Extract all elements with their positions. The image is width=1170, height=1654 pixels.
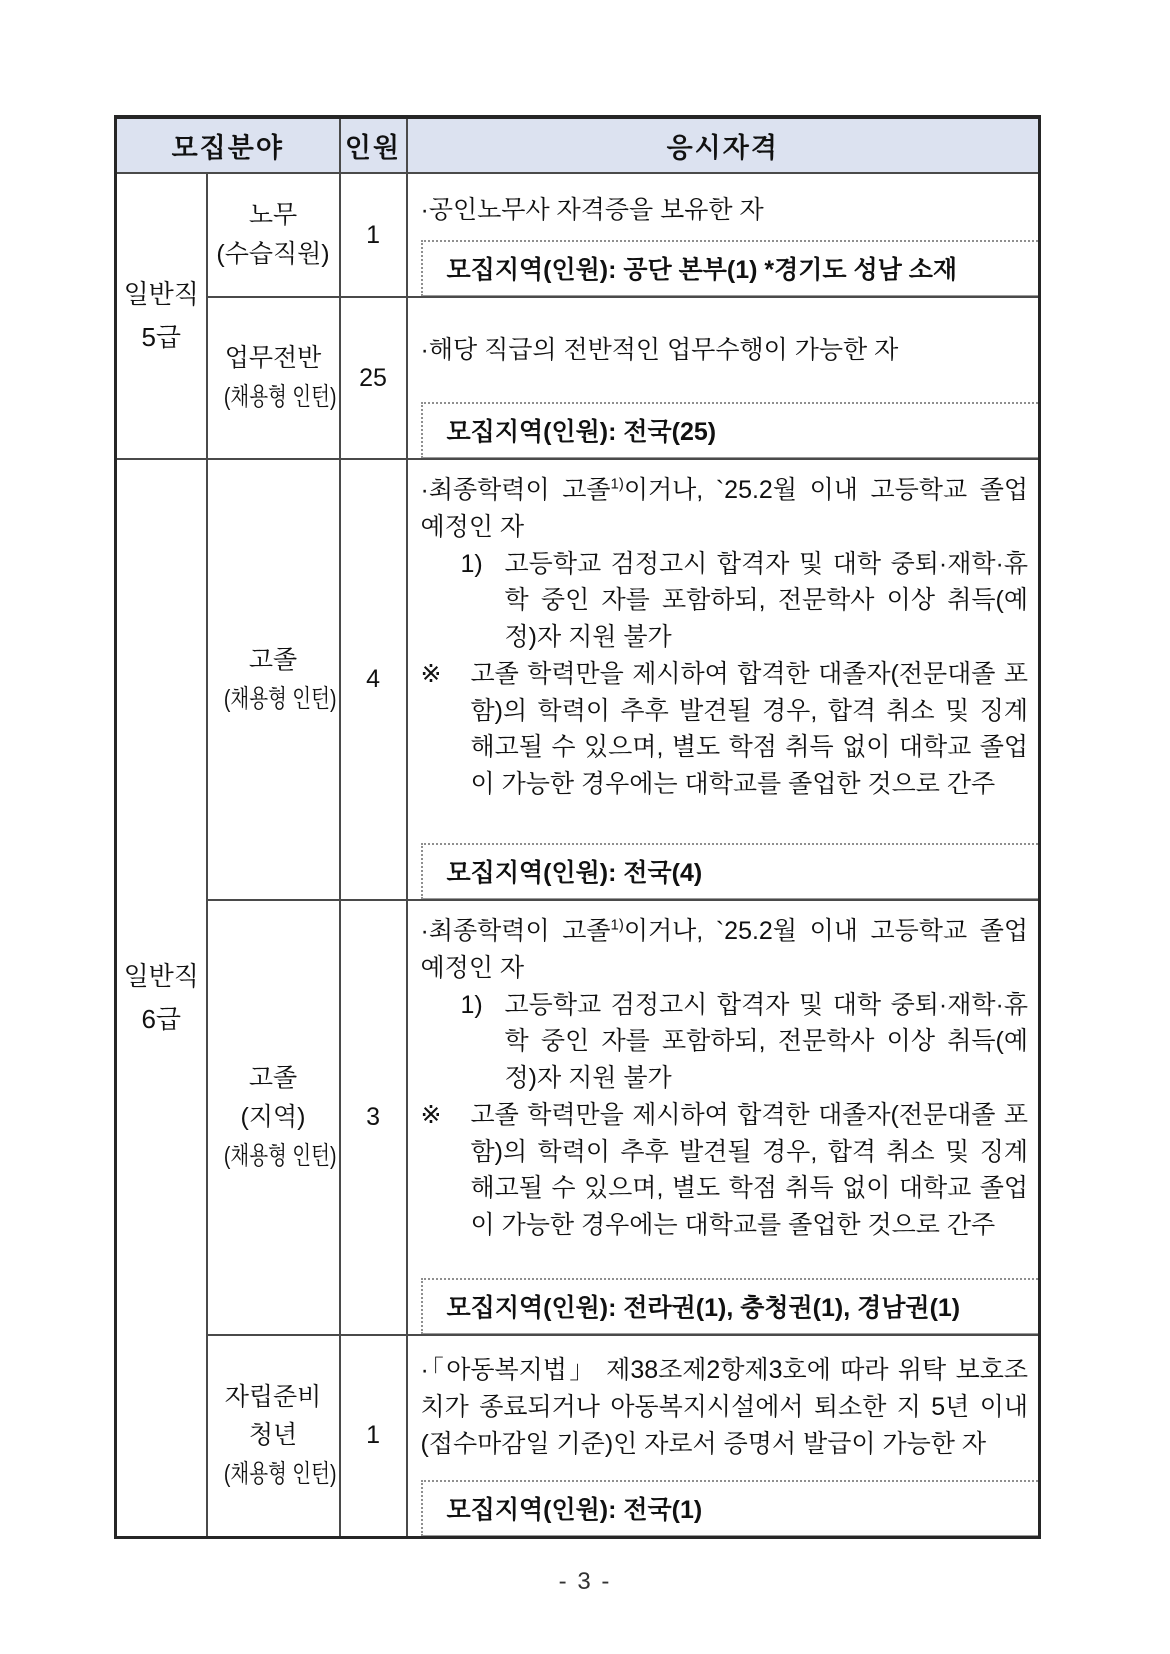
field-sublabel: (지역) <box>240 1103 306 1132</box>
qualification-text: ·「아동복지법」 제38조제2항제3호에 따라 위탁 보호조치가 종료되거나 아동복지시설에서 퇴소한 지 5년 이내(접수마감일 기준)인 자로서 증명서 발급이 가능한 자 <box>420 1356 1029 1458</box>
note-item: ※ 고졸 학력만을 제시하여 합격한 대졸자(전문대졸 포함)의 학력이 추후 발견될 경우, 합격 취소 및 징계 해고될 수 있으며, 별도 학점 취득 없이 대학교 졸업이 가능한 경우에는 대학교를 졸업한 것으로 간주 <box>420 1100 1029 1239</box>
region-info-box: 모집지역(인원): 전국(25) <box>421 402 1039 458</box>
qualification-text: ·최종학력이 고졸$^{1)}$이거나, `25.2월 이내 고등학교 졸업 예정인 자 <box>420 916 1029 982</box>
table-row-nomu <box>116 173 1040 297</box>
footnote-superscript: 1) <box>610 475 624 493</box>
page-number: - 3 - <box>558 1568 612 1595</box>
table-row-gojol <box>116 459 1040 900</box>
count-cell-general: 25 <box>340 297 407 459</box>
header-field: 모집분야 <box>116 117 340 173</box>
field-cell-nomu <box>207 173 340 297</box>
qualification-text: ·최종학력이 고졸$^{1)}$이거나, `25.2월 이내 고등학교 졸업 예정인 자 <box>420 475 1029 541</box>
table-row-general <box>116 297 1040 459</box>
qual-cell-jarip <box>407 1335 1040 1537</box>
header-qualification: 응시자격 <box>407 117 1040 173</box>
field-cell-jarip <box>207 1335 340 1537</box>
recruitment-table <box>114 115 1041 1539</box>
note-item: ※ 고졸 학력만을 제시하여 합격한 대졸자(전문대졸 포함)의 학력이 추후 발견될 경우, 합격 취소 및 징계 해고될 수 있으며, 별도 학점 취득 없이 대학교 졸업이 가능한 경우에는 대학교를 졸업한 것으로 간주 <box>420 659 1029 798</box>
qual-cell-nomu <box>407 173 1040 297</box>
field-cell-gojol-region <box>207 900 340 1335</box>
table-row-gojol-region <box>116 900 1040 1335</box>
list-item-1: 1) 고등학교 검정고시 합격자 및 대학 중퇴·재학·휴학 중인 자를 포함하되, 전문학사 이상 취득(예정)자 지원 불가 <box>460 990 1029 1092</box>
field-sublabel: (채용형 인턴) <box>223 684 336 713</box>
field-label: 노무 <box>248 201 298 230</box>
field-sublabel: (채용형 인턴) <box>223 383 336 411</box>
group-cell-grade5 <box>116 173 207 459</box>
field-label: 고졸 <box>248 1064 298 1093</box>
field-label: 업무전반 <box>224 344 322 373</box>
field-sublabel2: (채용형 인턴) <box>223 1141 336 1170</box>
qual-cell-general <box>407 297 1040 459</box>
table-row-jarip <box>116 1335 1040 1537</box>
footnote-superscript: 1) <box>610 916 624 934</box>
list-item-1: 1) 고등학교 검정고시 합격자 및 대학 중퇴·재학·휴학 중인 자를 포함하되, 전문학사 이상 취득(예정)자 지원 불가 <box>460 549 1029 651</box>
group-label-line1: 일반직 <box>123 279 199 310</box>
count-cell-nomu: 1 <box>340 173 407 297</box>
field-cell-gojol <box>207 459 340 900</box>
field-label: 고졸 <box>248 645 298 674</box>
header-headcount: 인원 <box>340 117 407 173</box>
group-label-line1: 일반직 <box>123 960 199 991</box>
group-label-line2: 6급 <box>141 1003 182 1034</box>
group-cell-grade6 <box>116 459 207 1537</box>
header-row <box>116 117 1040 173</box>
count-cell-gojol: 4 <box>340 459 407 900</box>
count-cell-gojol-region: 3 <box>340 900 407 1335</box>
region-info-box: 모집지역(인원): 전라권(1), 충청권(1), 경남권(1) <box>421 1278 1039 1334</box>
group-label-line2: 5급 <box>141 322 182 352</box>
qualification-text: ·해당 직급의 전반적인 업무수행이 가능한 자 <box>420 336 899 364</box>
region-info-box: 모집지역(인원): 공단 본부(1) *경기도 성남 소재 <box>421 240 1039 296</box>
region-info-box: 모집지역(인원): 전국(1) <box>421 1480 1039 1536</box>
count-cell-jarip: 1 <box>340 1335 407 1537</box>
field-sublabel: (수습직원) <box>216 240 330 268</box>
field-sublabel: (채용형 인턴) <box>223 1460 336 1489</box>
region-info-box: 모집지역(인원): 전국(4) <box>421 843 1039 899</box>
field-label2: 청년 <box>248 1421 298 1450</box>
qual-cell-gojol <box>407 459 1040 900</box>
field-label: 자립준비 <box>224 1382 322 1411</box>
qualification-text: ·공인노무사 자격증을 보유한 자 <box>420 196 764 224</box>
field-cell-general <box>207 297 340 459</box>
qual-cell-gojol-region <box>407 900 1040 1335</box>
